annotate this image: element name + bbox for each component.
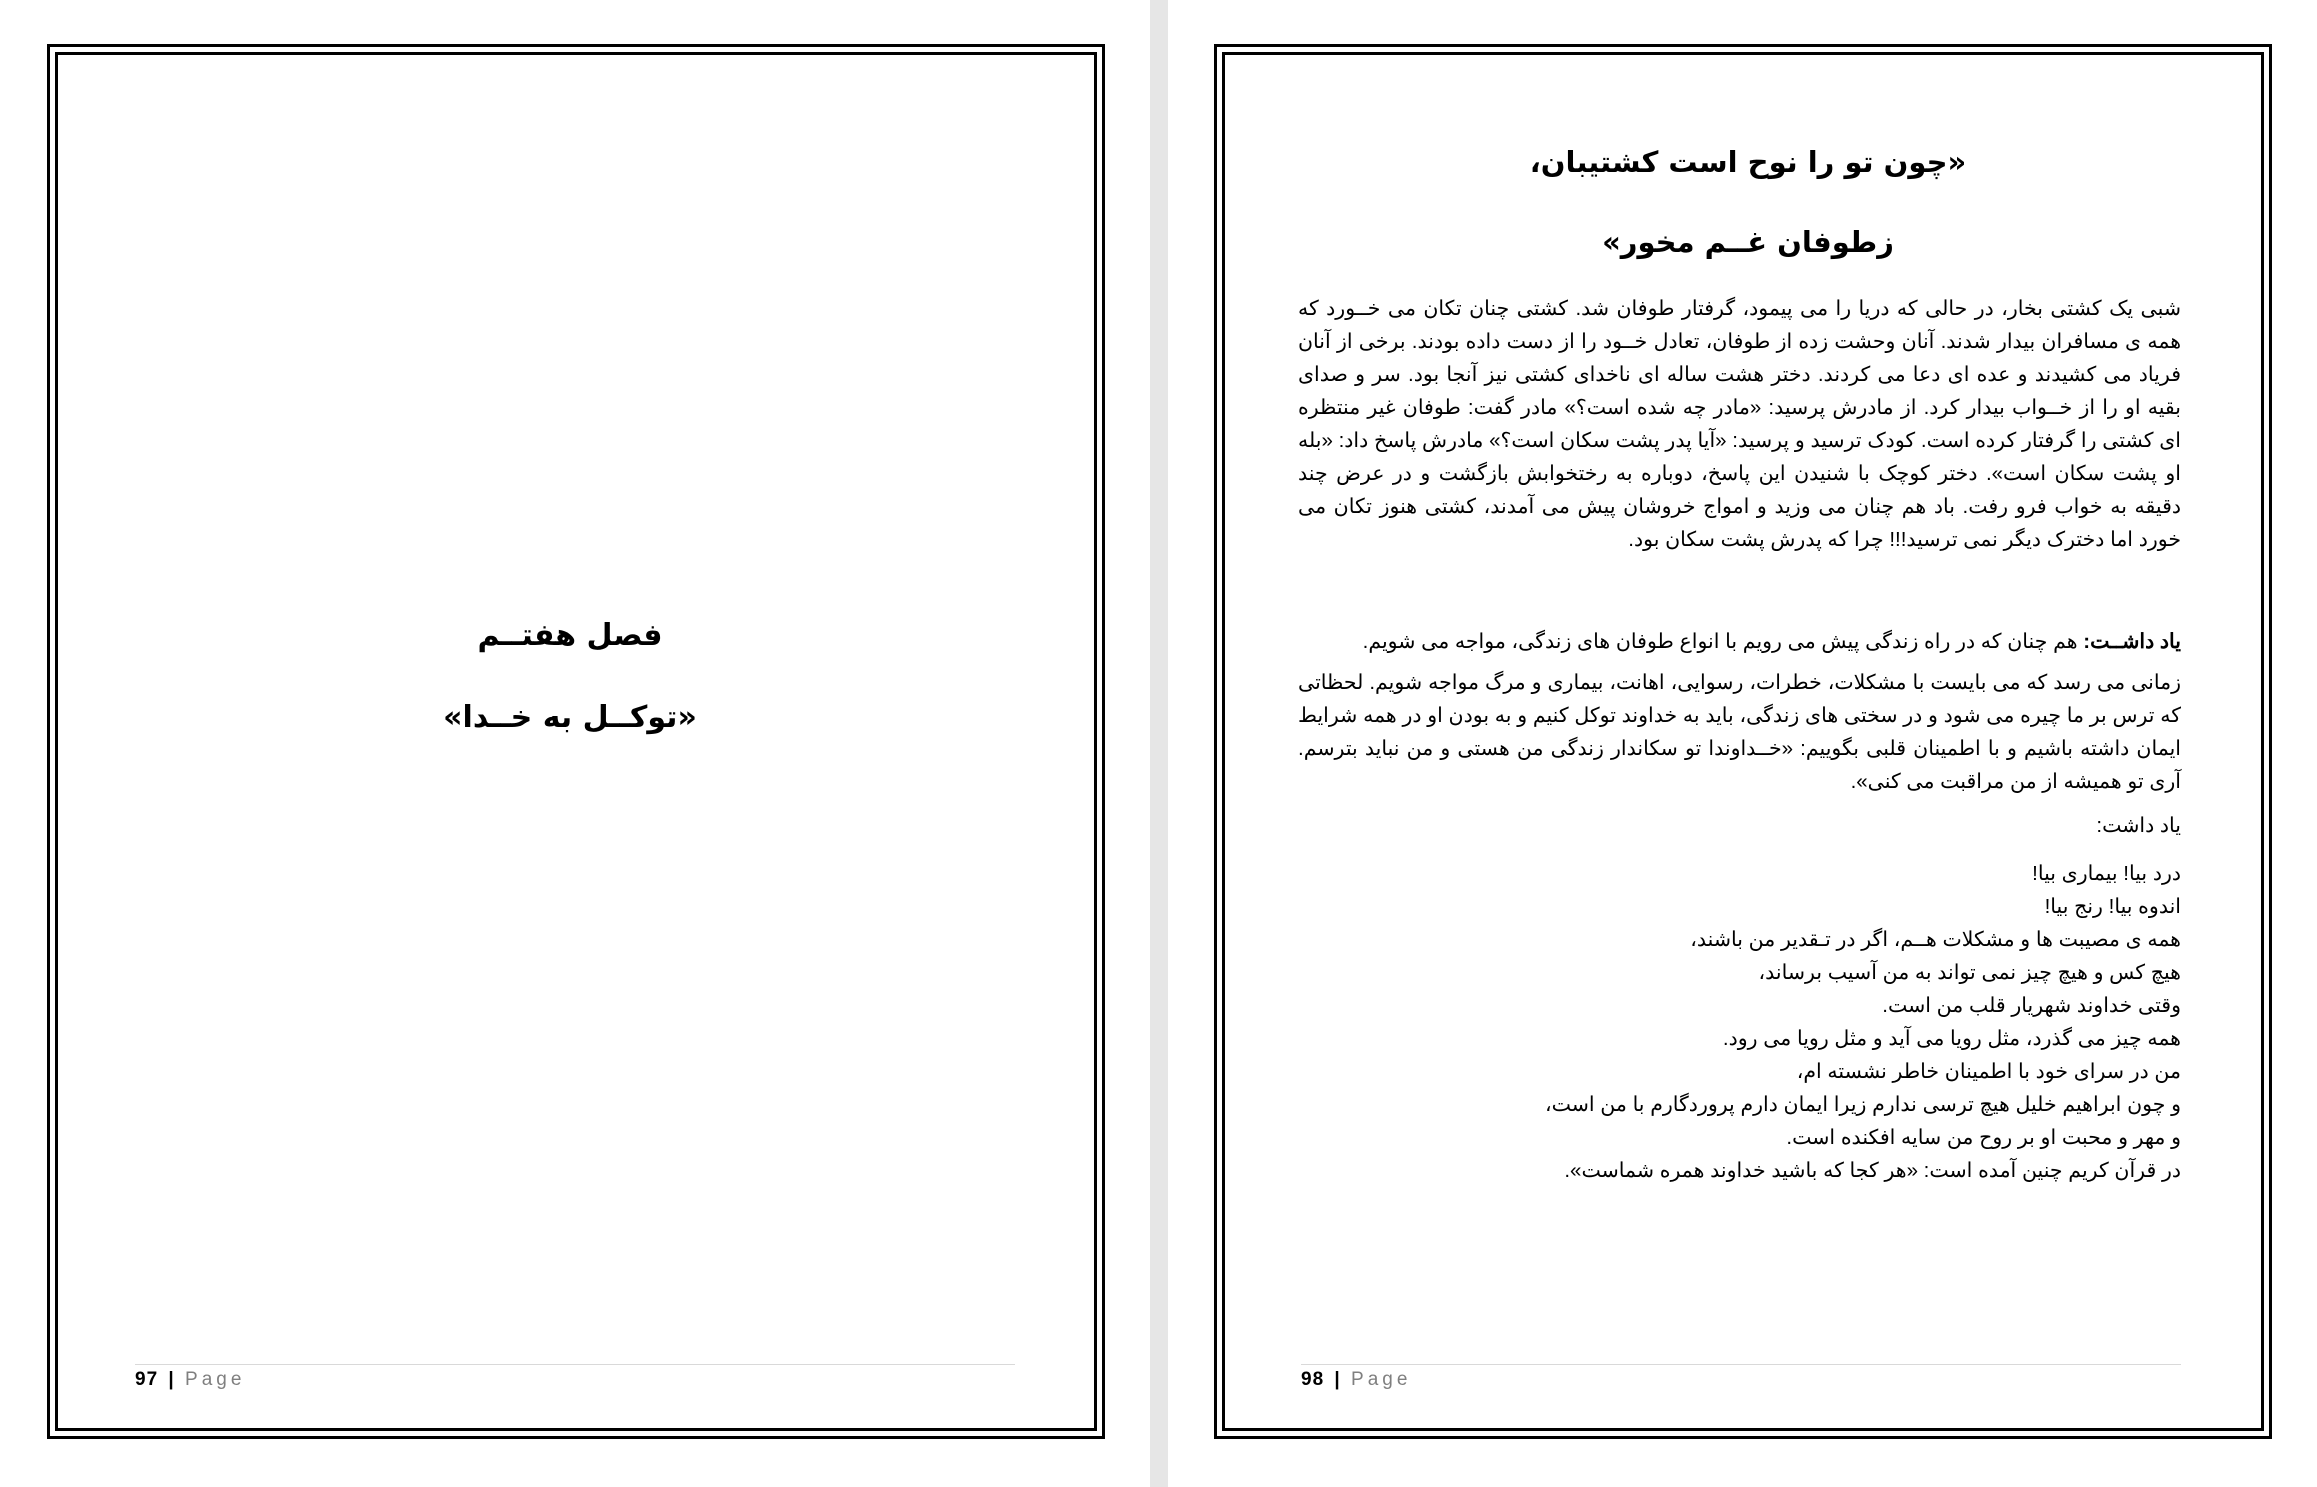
- note-first-text: هم چنان که در راه زندگی پیش می رویم با انواع طوفان های زندگی، مواجه می شویم.: [1362, 630, 2084, 653]
- page-footer: [135, 1369, 245, 1391]
- poem-line: من در سرای خود با اطمینان خاطر نشسته ام،: [1796, 1060, 2181, 1083]
- poem-line: وقتی خداوند شهریار قلب من است.: [1882, 994, 2181, 1017]
- note-label: یاد داشــت:: [2083, 630, 2181, 653]
- left-page: [0, 0, 1150, 1487]
- page-separator: |: [168, 1369, 175, 1390]
- chapter-subtitle: «توکــل به خــدا»: [443, 700, 697, 735]
- chapter-heading: فصل هفتــم: [477, 618, 663, 653]
- poem-line: در قرآن کریم چنین آمده است: «هر کجا که باشید خداوند همره شماست».: [1564, 1159, 2181, 1182]
- poem-line: اندوه بیا! رنج بیا!: [2044, 895, 2181, 918]
- poem-line: همه ی مصیبت ها و مشکلات هــم، اگر در تـقدیر من باشند،: [1690, 928, 2181, 951]
- right-page: [1168, 0, 2317, 1487]
- story-paragraph: شبی یک کشتی بخار، در حالی که دریا را می پیمود، گرفتار طوفان شد. کشتی چنان تکان می خــورد که همه ی مسافران بیدار شدند. آنان وحشت زده از طوفان، تعادل خــود را از دست داده بودند. برخی از آنان فریاد می کشیدند و عده ای دعا می کردند. دختر هشت ساله ای ناخدای کشتی نیز آنجا بود. سر و صدای بقیه او را از خــواب بیدار کرد. از مادرش پرسید: «مادر چه شده است؟» مادر گفت: طوفان غیر منتظره ای کشتی را گرفتار کرده است. کودک ترسید و پرسید: «آیا پدر پشت سکان است؟» مادرش پاسخ داد: «بله او پشت سکان است». دختر کوچک با شنیدن این پاسخ، دوباره به رختخوابش بازگشت و در عرض چند دقیقه به خواب فرو رفت. باد هم چنان می وزید و امواج خروشان پیش می آمدند، کشتی هنوز تکان می خورد اما دخترک دیگر نمی ترسید!!! چرا که پدرش پشت سکان بود.: [1298, 297, 2181, 551]
- poem-line: هیچ کس و هیچ چیز نمی تواند به من آسیب برساند،: [1758, 961, 2181, 984]
- poem-block: [1298, 857, 2181, 1187]
- footer-divider: [1301, 1364, 2181, 1365]
- poem-line: و مهر و محبت او بر روح من سایه افکنده است.: [1786, 1126, 2181, 1149]
- note-first-line: [1298, 625, 2181, 658]
- poem-line: و چون ابراهیم خلیل هیچ ترسی ندارم زیرا ایمان دارم پروردگارم با من است،: [1544, 1093, 2181, 1116]
- poem-line: همه چیز می گذرد، مثل رویا می آید و مثل رویا می رود.: [1722, 1027, 2181, 1050]
- page-label: Page: [185, 1369, 246, 1390]
- page-number: 97: [135, 1369, 159, 1390]
- page-number: 98: [1301, 1369, 1325, 1390]
- note-paragraph: زمانی می رسد که می بایست با مشکلات، خطرات، رسوایی، اهانت، بیماری و مرگ مواجه شویم. لحظاتی که ترس بر ما چیره می شود و در سختی های زندگی، باید به خداوند توکل کنیم و به بودن او در همه شرایط ایمان داشته باشیم و با اطمینان قلبی بگوییم: «خــداوندا تو سکاندار زندگی من هستی و من نباید بترسم. آری تو همیشه از من مراقبت می کنی».: [1298, 671, 2181, 793]
- note2-label: یاد داشت:: [2096, 814, 2181, 837]
- footer-divider: [135, 1364, 1015, 1365]
- page-label: Page: [1351, 1369, 1412, 1390]
- story-title-line2: زطوفان غــم مخور»: [1602, 225, 1894, 259]
- page-separator: |: [1334, 1369, 1341, 1390]
- page-border-inner: [55, 52, 1097, 1431]
- poem-line: درد بیا! بیماری بیا!: [2032, 862, 2181, 885]
- story-title-line1: «چون تو را نوح است کشتیبان،: [1529, 145, 1967, 179]
- page-footer: [1301, 1369, 1411, 1391]
